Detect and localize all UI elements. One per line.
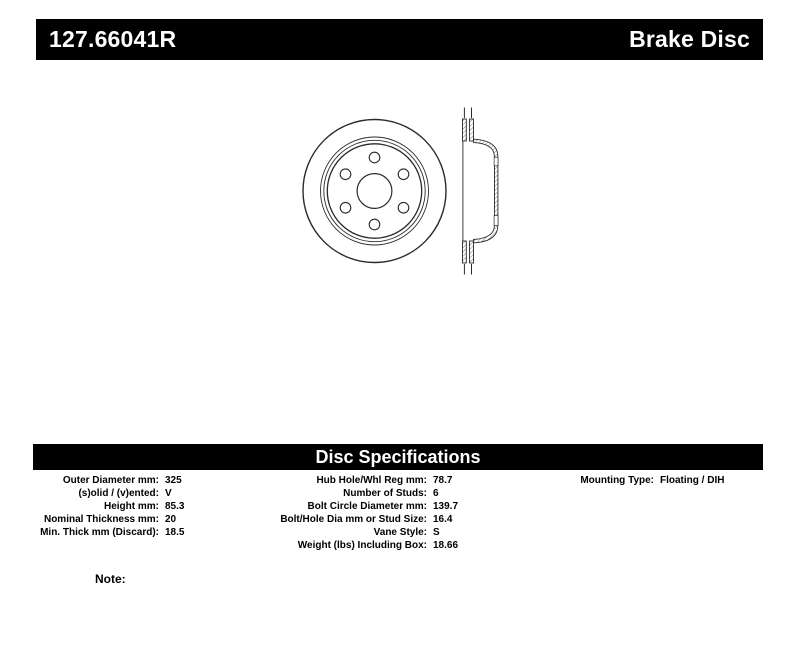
spec-row [20, 487, 184, 500]
spec-value: 18.66 [433, 540, 459, 551]
spec-value: 6 [433, 488, 439, 499]
spec-value: V [165, 488, 172, 499]
spec-row [20, 513, 184, 526]
spec-label: Bolt Circle Diameter mm: [307, 501, 427, 512]
spec-value: 18.5 [165, 527, 185, 538]
spec-label: Mounting Type: [580, 475, 654, 486]
spec-label: Hub Hole/Whl Reg mm: [316, 475, 427, 486]
spec-label: (s)olid / (v)ented: [78, 488, 159, 499]
note-label: Note: [95, 572, 126, 586]
spec-label: Nominal Thickness mm: [43, 514, 159, 525]
disc-front-view-icon [303, 120, 446, 263]
spec-value: 85.3 [165, 501, 185, 512]
spec-row [240, 539, 458, 552]
brake-disc-drawing [278, 93, 518, 283]
product-title: Brake Disc [629, 26, 750, 52]
spec-value: 78.7 [433, 475, 453, 486]
spec-row [540, 474, 724, 487]
spec-row [20, 474, 184, 487]
disc-cross-section-icon [463, 108, 499, 275]
spec-column-3 [540, 474, 724, 487]
spec-column-1 [20, 474, 184, 539]
spec-row [20, 526, 184, 539]
spec-label: Outer Diameter mm: [62, 475, 159, 486]
spec-row [240, 474, 458, 487]
spec-value: 325 [165, 475, 182, 486]
spec-value: 20 [165, 514, 177, 525]
spec-label: Height mm: [104, 501, 159, 512]
spec-section-title: Disc Specifications [315, 446, 481, 467]
spec-label: Number of Studs: [343, 488, 427, 499]
spec-label: Vane Style: [373, 527, 427, 538]
part-number: 127.66041R [49, 26, 177, 52]
spec-value: 139.7 [433, 501, 459, 512]
spec-row [240, 487, 458, 500]
spec-row [240, 526, 458, 539]
spec-label: Min. Thick mm (Discard): [40, 527, 159, 538]
spec-section-header [33, 444, 763, 470]
spec-row [20, 500, 184, 513]
spec-value: S [433, 527, 440, 538]
spec-row [240, 513, 458, 526]
spec-label: Bolt/Hole Dia mm or Stud Size: [280, 514, 427, 525]
header-bar [36, 19, 763, 60]
spec-row [240, 500, 458, 513]
spec-column-2 [240, 474, 458, 552]
spec-label: Weight (lbs) Including Box: [297, 540, 427, 551]
spec-value: Floating / DIH [660, 475, 725, 486]
spec-value: 16.4 [433, 514, 453, 525]
